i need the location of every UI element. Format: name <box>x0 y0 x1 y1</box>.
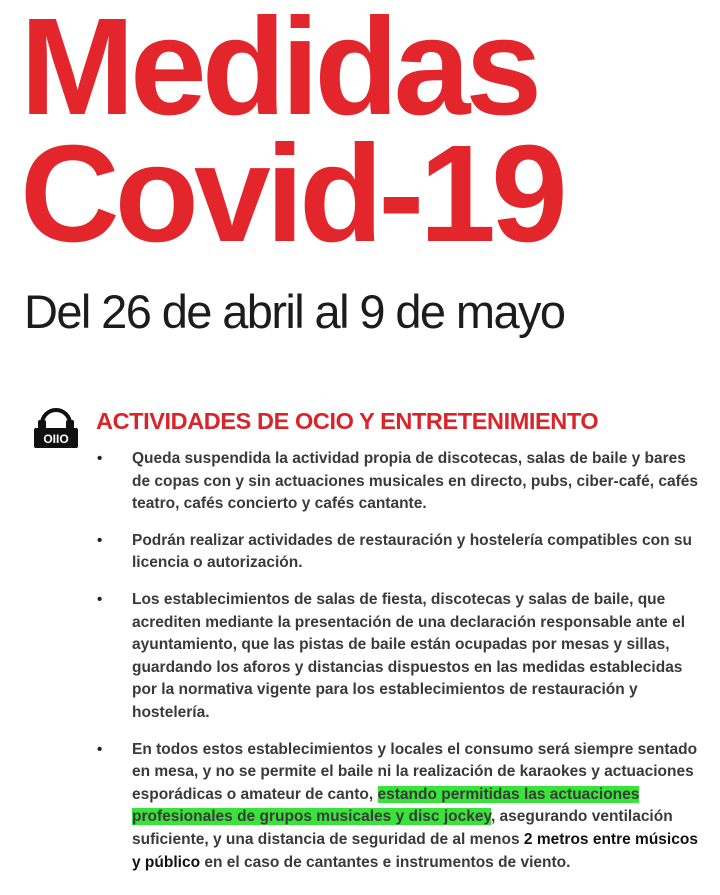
item-text: Podrán realizar actividades de restauración y hostelería compatibles con su licencia o autorización. <box>132 531 692 572</box>
list-item <box>0 739 720 875</box>
bullet: • <box>97 590 103 608</box>
item-text-mid: , asegurando ventilación suficiente, y una distancia de seguridad de al menos <box>132 808 673 848</box>
icon-label: OIIO <box>43 432 69 446</box>
measures-list <box>0 448 720 874</box>
highlighted-text: estando permitidas las actuaciones profesionales de grupos musicales y disc jockey <box>132 785 640 826</box>
item-text: Los establecimientos de salas de fiesta, discotecas y salas de baile, que acrediten mediante la presentación de una declaración responsable ante el ayuntamiento, que las pistas de baile están ocupadas por mesas y sillas, guardando los aforos y distancias dispuestos en las medidas establecidas por la normativa vigente para los establecimientos de restauración y hostelería. <box>132 590 686 721</box>
list-item <box>0 589 720 725</box>
headphones-speaker-icon <box>32 402 80 450</box>
bullet: • <box>97 740 103 758</box>
section-title: ACTIVIDADES DE OCIO Y ENTRETENIMIENTO <box>96 408 599 434</box>
title-line-2: Covid-19 <box>20 117 563 271</box>
list-item <box>0 530 720 575</box>
item-text: Queda suspendida la actividad propia de discotecas, salas de baile y bares de copas con y sin actuaciones musicales en directo, pubs, ciber-café, cafés teatro, cafés concierto y cafés cantante. <box>132 450 698 513</box>
list-item <box>0 448 720 516</box>
item-text-after: en el caso de cantantes e instrumentos de viento. <box>200 853 571 871</box>
title-line-1: Medidas <box>20 0 538 144</box>
section-header <box>32 400 712 450</box>
date-range: Del 26 de abril al 9 de mayo <box>24 285 565 338</box>
bullet: • <box>97 531 103 549</box>
bullet: • <box>97 450 103 467</box>
item-text-before: En todos estos establecimientos y locales el consumo será siempre sentado en mesa, y no se permite el baile ni la realización de karaokes y actuaciones esporádicas o amateur de canto, <box>132 740 698 803</box>
item-text-bold: 2 metros entre músicos y público <box>132 830 698 871</box>
